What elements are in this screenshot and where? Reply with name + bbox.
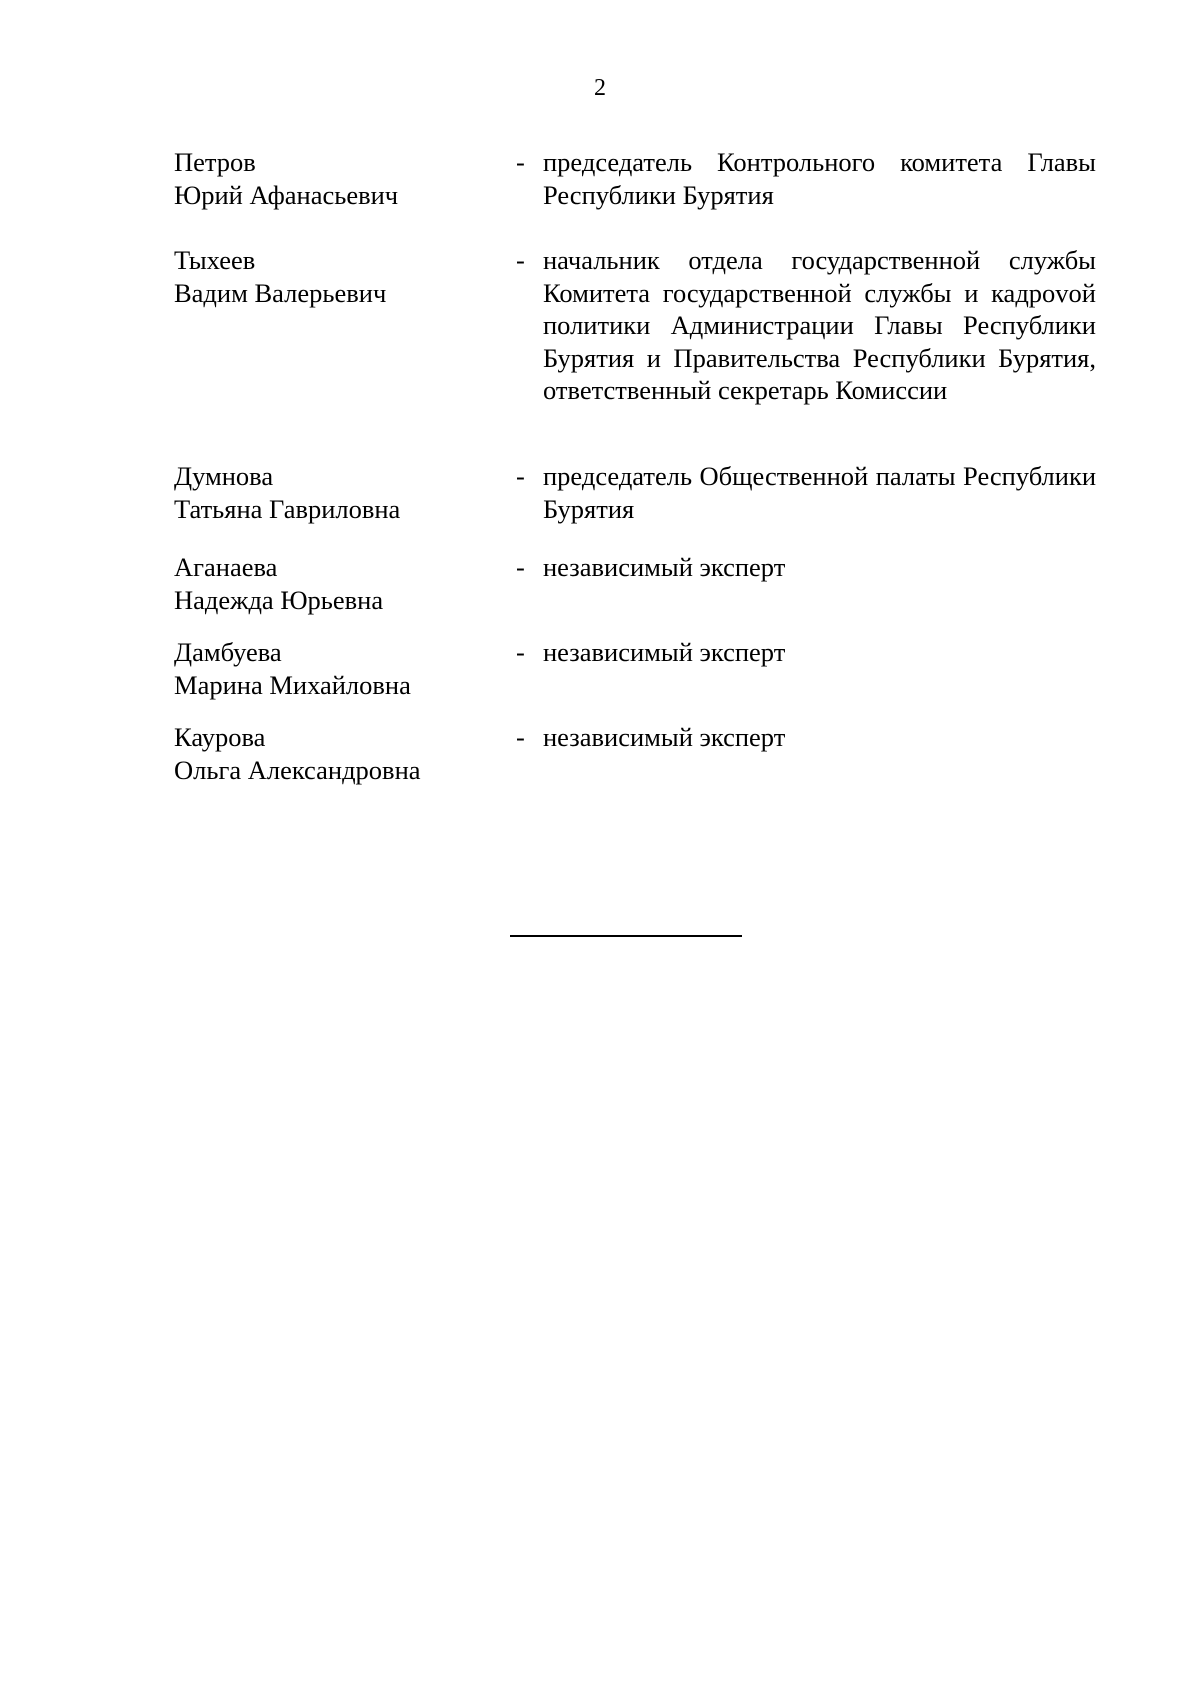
member-surname: Каурова	[174, 722, 266, 752]
member-given-name: Юрий Афанасьевич	[174, 179, 399, 210]
member-role: независимый эксперт	[543, 552, 786, 582]
member-given-name: Марина Михайловна	[174, 669, 411, 700]
member-name	[174, 551, 494, 616]
member-given-name: Надежда Юрьевна	[174, 584, 384, 615]
member-given-name: Татьяна Гавриловна	[174, 493, 401, 524]
member-given-name: Ольга Александровна	[174, 754, 421, 785]
member-role: независимый эксперт	[543, 722, 786, 752]
member-name	[174, 244, 494, 309]
member-surname: Тыхеев	[174, 245, 256, 275]
member-role: начальник отдела государственной службы Комитета государственной службы и кадроvой политики Администрации Главы Республики Бурятия и Правительства Республики Бурятия, ответственный секретарь Комиссии	[543, 245, 1096, 405]
page-number: 2	[594, 75, 606, 101]
member-surname: Петров	[174, 147, 256, 177]
member-name	[174, 460, 494, 525]
member-surname: Думнова	[174, 461, 274, 491]
member-surname: Дамбуева	[174, 637, 282, 667]
separator-dash: -	[516, 552, 525, 582]
separator-dash: -	[516, 637, 525, 667]
member-surname: Аганаева	[174, 552, 278, 582]
separator-dash: -	[516, 722, 525, 752]
end-of-list-rule	[510, 935, 742, 937]
member-name	[174, 636, 494, 701]
separator-dash: -	[516, 245, 525, 275]
member-name	[174, 146, 494, 211]
member-given-name: Вадим Валерьевич	[174, 277, 387, 308]
member-name	[174, 721, 494, 786]
member-role: председатель Контрольного комитета Главы Республики Бурятия	[543, 147, 1096, 210]
member-role: независимый эксперт	[543, 637, 786, 667]
separator-dash: -	[516, 147, 525, 177]
separator-dash: -	[516, 461, 525, 491]
member-role: председатель Общественной палаты Республики Бурятия	[543, 461, 1096, 524]
